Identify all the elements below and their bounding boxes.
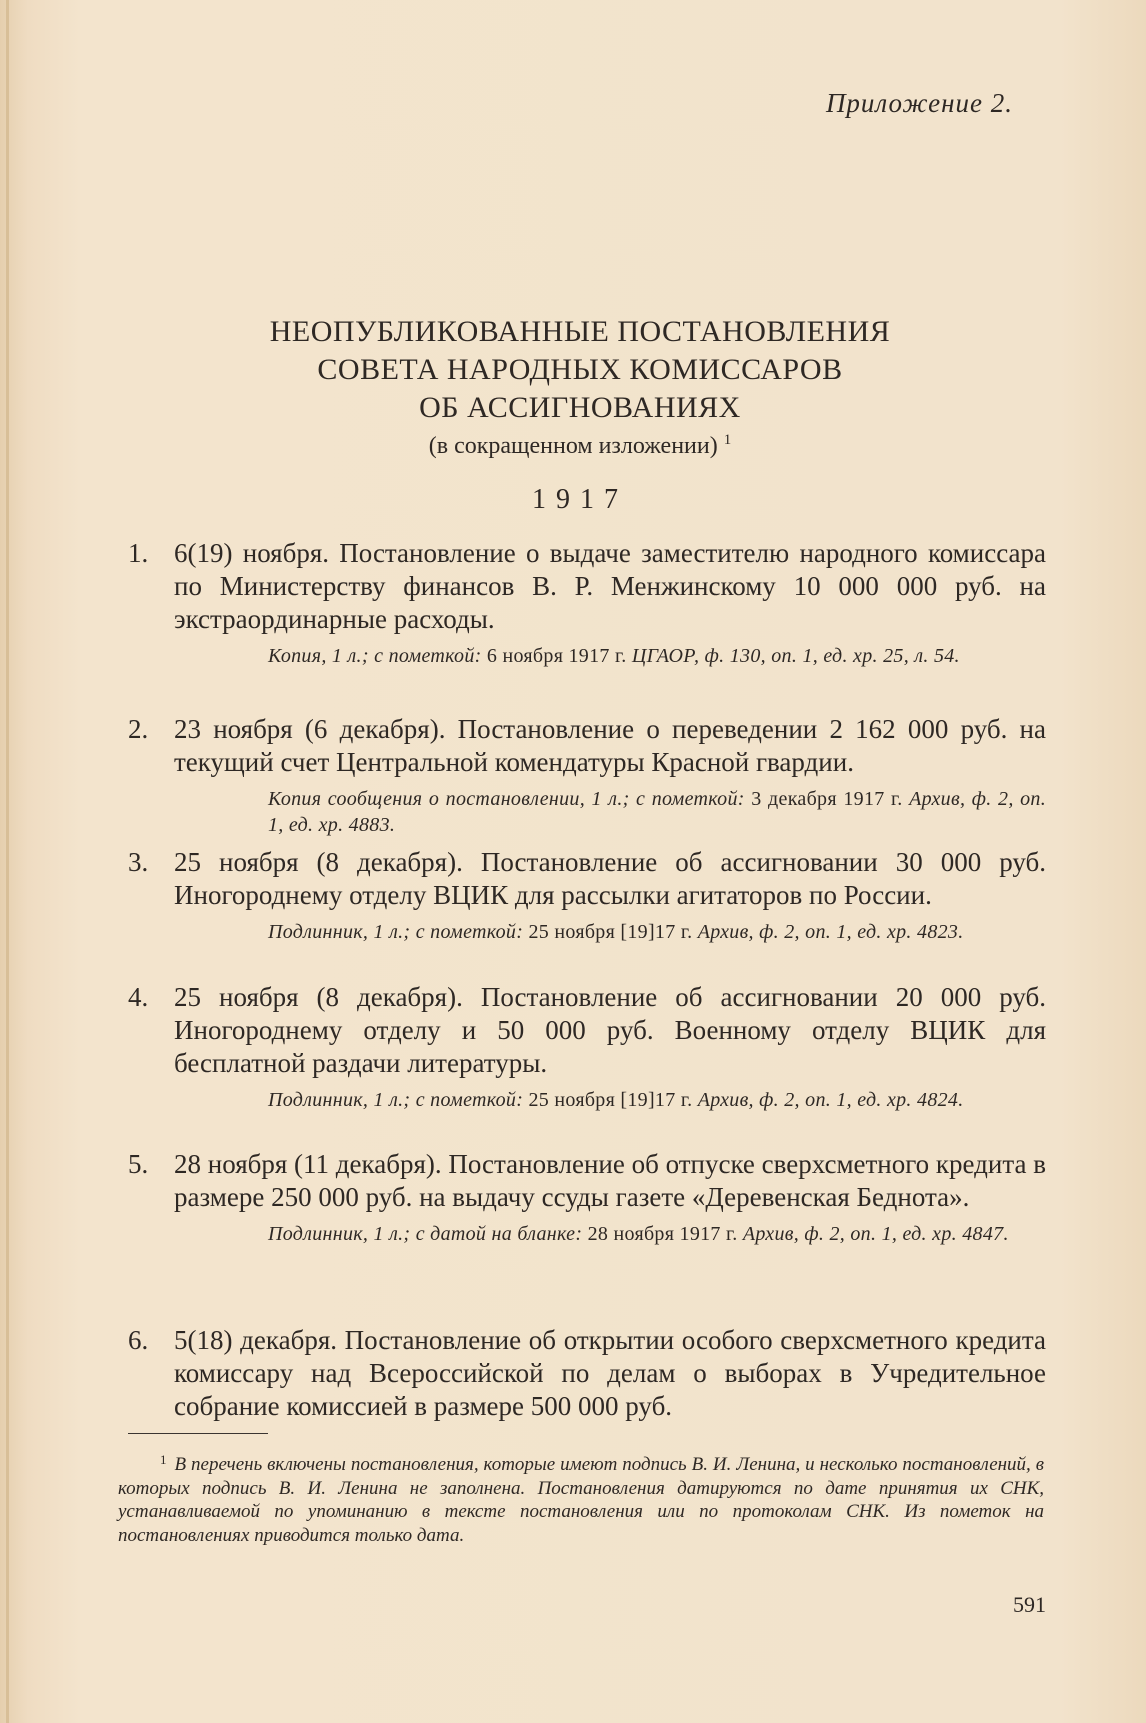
item-number: 6.: [128, 1325, 149, 1355]
source-label: Копия сообщения о постановлении, 1 л.; с пометкой:: [268, 788, 745, 810]
footnote-reference[interactable]: 1: [723, 432, 732, 448]
source-label: Подлинник, 1 л.; с пометкой:: [268, 921, 524, 943]
footnote-text: В перечень включены постановления, которые имеют подпись В. И. Ленина, и несколько постановлений, в которых подпись В. И. Ленина не заполнена. Постановления датируются по дате принятия их СНК, устанавливаемой по упоминанию в тексте постановления или по протоколам СНК. Из пометок на постановлениях приводится только дата.: [118, 1454, 1044, 1546]
source-archive: Архив, ф. 2, оп. 1, ед. хр. 4883.: [268, 788, 1047, 836]
list-item: [128, 981, 1046, 1113]
item-source: [268, 919, 1046, 945]
list-item: [128, 846, 1046, 945]
item-number: 4.: [128, 982, 149, 1012]
item-text: 28 ноября (11 декабря). Постановление об отпуске сверхсметного кредита в размере 250 000 руб. на выдачу ссуды газете «Деревенская Беднота».: [174, 1149, 1046, 1212]
source-date: 25 ноября [19]17 г.: [528, 1089, 693, 1111]
title-line-1: НЕОПУБЛИКОВАННЫЕ ПОСТАНОВЛЕНИЯ: [269, 315, 891, 348]
item-number: 1.: [128, 538, 149, 568]
source-date: 6 ноября 1917 г.: [486, 645, 627, 667]
title-line-3: ОБ АССИГНОВАНИЯХ: [419, 391, 741, 424]
page-edge: [6, 0, 9, 1723]
item-source: [268, 786, 1046, 838]
item-text: 25 ноября (8 декабря). Постановление об ассигновании 20 000 руб. Иногороднему отделу и 50 000 руб. Военному отделу ВЦИК для бесплатной раздачи литературы.: [174, 982, 1046, 1078]
footnote-mark: 1: [160, 1452, 167, 1467]
footnote: [118, 1448, 1044, 1547]
appendix-label: Приложение 2.: [825, 88, 1013, 118]
source-archive: Архив, ф. 2, оп. 1, ед. хр. 4823.: [697, 921, 964, 943]
item-text: 25 ноября (8 декабря). Постановление об ассигновании 30 000 руб. Иногороднему отделу ВЦИК для рассылки агитаторов по России.: [174, 847, 1046, 910]
source-label: Подлинник, 1 л.; с пометкой:: [268, 1089, 524, 1111]
item-source: [268, 643, 1046, 669]
document-title: [0, 313, 1146, 427]
list-item: [128, 537, 1046, 669]
item-source: [268, 1087, 1046, 1113]
subtitle: [0, 432, 1146, 460]
list-item: [128, 1148, 1046, 1247]
item-text: 6(19) ноября. Постановление о выдаче заместителю народного комиссара по Министерству финансов В. Р. Менжинскому 10 000 000 руб. на экстраординарные расходы.: [174, 538, 1046, 634]
source-archive: Архив, ф. 2, оп. 1, ед. хр. 4847.: [742, 1223, 1009, 1245]
list-item: [128, 1324, 1046, 1423]
source-date: 28 ноября 1917 г.: [587, 1223, 738, 1245]
source-label: Копия, 1 л.; с пометкой:: [268, 645, 482, 667]
year-heading: 1917: [532, 484, 628, 515]
page-number: 591: [1013, 1592, 1046, 1617]
item-number: 3.: [128, 847, 149, 877]
item-text: 5(18) декабря. Постановление об открытии особого сверхсметного кредита комиссару над Всероссийской по делам о выборах в Учредительное собрание комиссией в размере 500 000 руб.: [174, 1325, 1046, 1421]
list-item: [128, 713, 1046, 838]
item-text: 23 ноября (6 декабря). Постановление о переведении 2 162 000 руб. на текущий счет Центральной комендатуры Красной гвардии.: [174, 714, 1046, 777]
source-date: 25 ноября [19]17 г.: [528, 921, 693, 943]
item-number: 2.: [128, 714, 149, 744]
source-archive: ЦГАОР, ф. 130, оп. 1, ед. хр. 25, л. 54.: [631, 645, 960, 667]
subtitle-text: (в сокращенном изложении): [428, 433, 718, 459]
footnote-divider: [128, 1433, 268, 1434]
item-number: 5.: [128, 1149, 149, 1179]
item-source: [268, 1221, 1046, 1247]
source-date: 3 декабря 1917 г.: [751, 788, 903, 810]
source-archive: Архив, ф. 2, оп. 1, ед. хр. 4824.: [697, 1089, 964, 1111]
title-line-2: СОВЕТА НАРОДНЫХ КОМИССАРОВ: [317, 353, 843, 386]
source-label: Подлинник, 1 л.; с датой на бланке:: [268, 1223, 583, 1245]
